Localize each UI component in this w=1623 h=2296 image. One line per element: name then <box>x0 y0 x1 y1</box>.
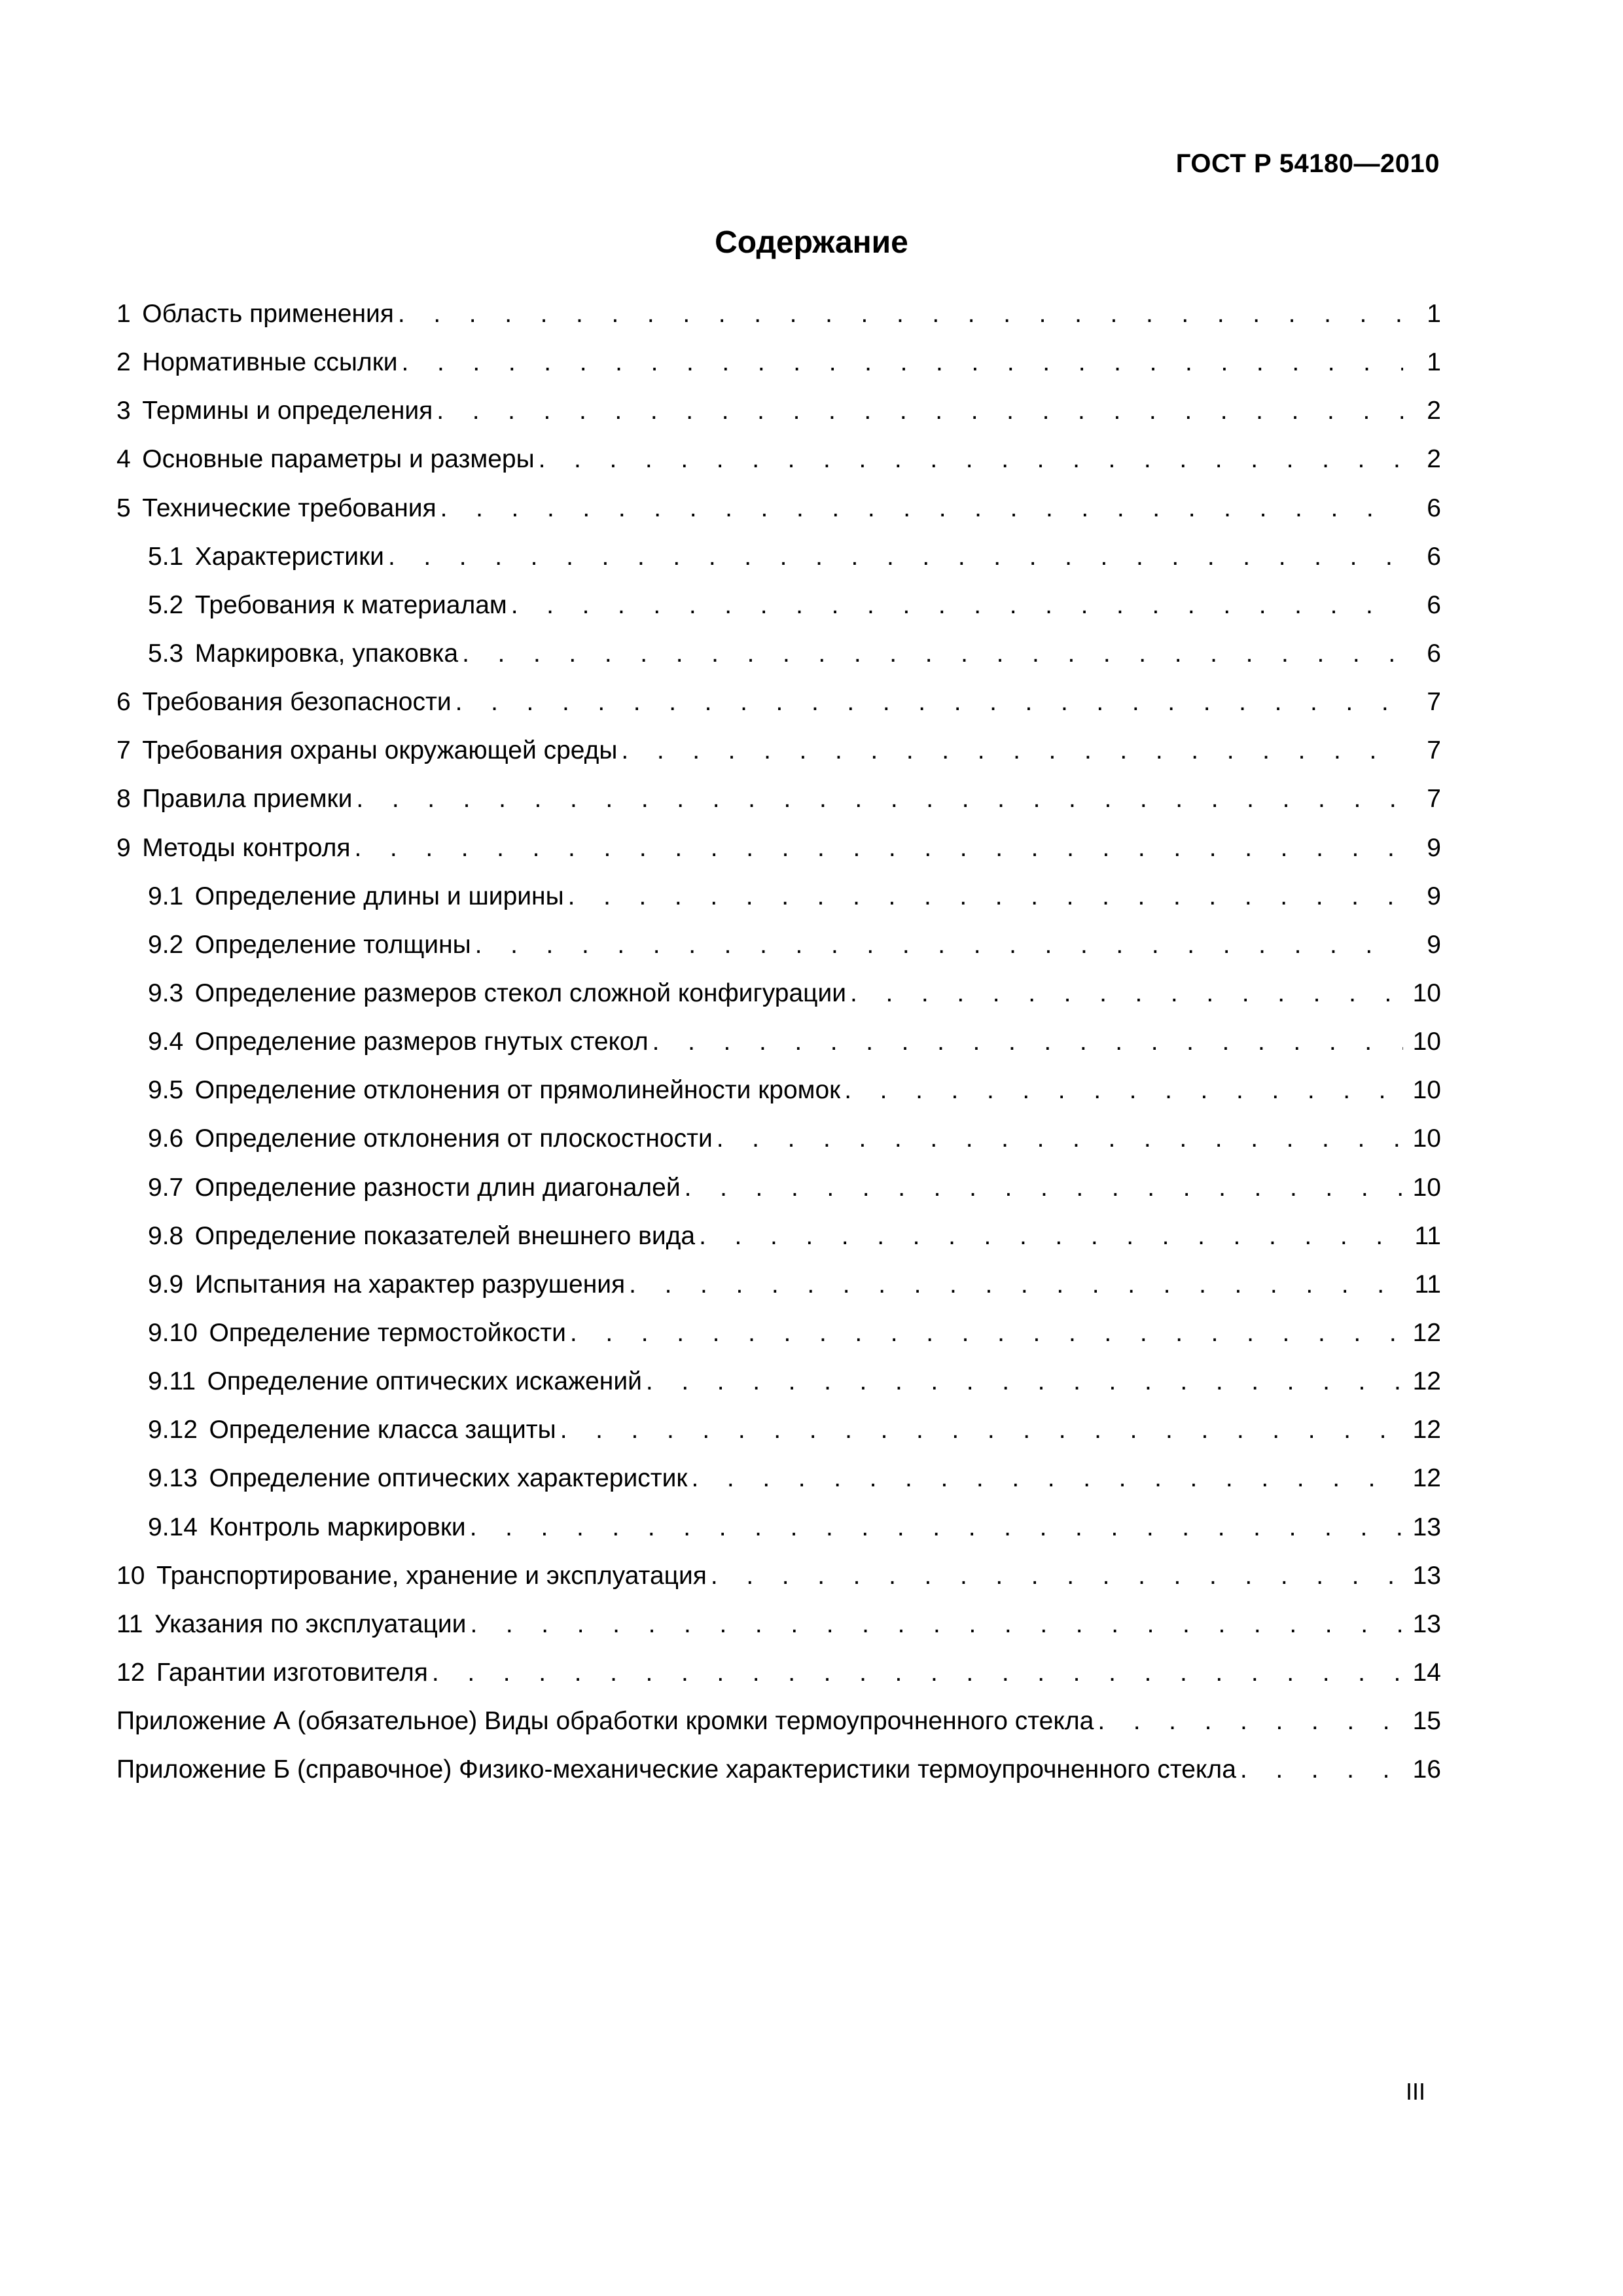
toc-entry-number: 1 <box>116 300 131 328</box>
toc-entry-label: Определение показателей внешнего вида <box>194 1221 696 1250</box>
toc-dot-leader <box>455 678 1403 726</box>
toc-dot-leader <box>440 484 1403 533</box>
toc-entry-page: 9 <box>1427 930 1441 959</box>
toc-entry-page: 7 <box>1427 785 1441 814</box>
toc-entry-number: 5.2 <box>148 590 184 619</box>
toc-entry[interactable] <box>116 726 1441 775</box>
toc-entry-label: Приложение Б (справочное) Физико-механические характеристики термоупрочненного стекла <box>116 1755 1236 1784</box>
toc-entry[interactable] <box>116 1649 1441 1697</box>
toc-entry[interactable] <box>116 630 1441 678</box>
toc-entry-page: 12 <box>1412 1318 1441 1347</box>
toc-entry-page: 11 <box>1414 1221 1441 1250</box>
toc-entry-number: 5.1 <box>148 542 184 571</box>
toc-dot-leader <box>354 824 1403 872</box>
toc-entry-number: 5.3 <box>148 639 184 668</box>
toc-entry[interactable] <box>116 435 1441 484</box>
toc-entry[interactable] <box>116 1212 1441 1261</box>
toc-entry-label: Основные параметры и размеры <box>142 445 535 474</box>
toc-entry[interactable] <box>116 1309 1441 1357</box>
toc-entry-label: Технические требования <box>142 493 437 522</box>
toc-dot-leader <box>462 630 1403 678</box>
toc-dot-leader <box>402 338 1403 387</box>
toc-dot-leader <box>432 1649 1403 1697</box>
toc-dot-leader <box>539 435 1403 484</box>
toc-entry-number: 9.14 <box>148 1513 198 1541</box>
toc-appendix-entry[interactable] <box>116 1746 1441 1794</box>
toc-dot-leader <box>1097 1697 1403 1746</box>
toc-entry-page: 11 <box>1414 1270 1441 1299</box>
toc-entry-number: 2 <box>116 348 131 377</box>
toc-dot-leader <box>685 1164 1403 1212</box>
document-code: ГОСТ Р 54180—2010 <box>1175 149 1440 178</box>
toc-dot-leader <box>711 1552 1403 1600</box>
toc-entry-label: Характеристики <box>194 542 384 571</box>
toc-entry-label: Определение размеров гнутых стекол <box>194 1028 649 1056</box>
toc-entry-label: Указания по эксплуатации <box>154 1609 467 1638</box>
toc-dot-leader <box>511 581 1403 630</box>
toc-appendix-entry[interactable] <box>116 1697 1441 1746</box>
toc-entry-page: 6 <box>1427 639 1441 668</box>
toc-entry[interactable] <box>116 1066 1441 1115</box>
toc-entry[interactable] <box>116 1018 1441 1066</box>
toc-dot-leader <box>1240 1746 1403 1794</box>
toc-entry-number: 9.4 <box>148 1028 184 1056</box>
toc-dot-leader <box>437 387 1403 435</box>
page-title: Содержание <box>715 225 908 260</box>
toc-entry-page: 12 <box>1412 1416 1441 1444</box>
toc-entry-number: 9.3 <box>148 978 184 1007</box>
toc-entry-page: 2 <box>1427 397 1441 425</box>
toc-dot-leader <box>356 775 1403 823</box>
toc-entry-number: 9.6 <box>148 1124 184 1153</box>
toc-entry[interactable] <box>116 1600 1441 1649</box>
toc-entry-label: Контроль маркировки <box>209 1513 466 1541</box>
toc-entry[interactable] <box>116 1406 1441 1454</box>
toc-dot-leader <box>844 1066 1403 1115</box>
table-of-contents <box>116 290 1441 1794</box>
toc-entry-number: 9.7 <box>148 1173 184 1202</box>
toc-entry-label: Нормативные ссылки <box>142 348 398 377</box>
toc-dot-leader <box>717 1115 1403 1163</box>
toc-entry-number: 9.5 <box>148 1076 184 1105</box>
toc-dot-leader <box>699 1212 1403 1261</box>
toc-entry-page: 10 <box>1412 978 1441 1007</box>
toc-entry-number: 9.12 <box>148 1416 198 1444</box>
toc-entry-page: 1 <box>1427 348 1441 377</box>
toc-entry[interactable] <box>116 581 1441 630</box>
toc-entry-page: 9 <box>1427 882 1441 910</box>
toc-entry-page: 16 <box>1412 1755 1441 1784</box>
toc-dot-leader <box>470 1503 1403 1552</box>
toc-entry-page: 6 <box>1427 542 1441 571</box>
toc-entry-label: Требования безопасности <box>142 688 452 717</box>
toc-entry-label: Определение толщины <box>194 930 471 959</box>
toc-entry[interactable] <box>116 1115 1441 1163</box>
toc-entry-page: 6 <box>1427 493 1441 522</box>
toc-entry-number: 9.13 <box>148 1464 198 1493</box>
toc-entry[interactable] <box>116 1503 1441 1552</box>
toc-entry-page: 2 <box>1427 445 1441 474</box>
toc-entry-label: Определение оптических искажений <box>207 1367 642 1396</box>
toc-entry-page: 1 <box>1427 300 1441 328</box>
toc-entry-number: 5 <box>116 493 131 522</box>
toc-entry-number: 10 <box>116 1561 145 1590</box>
toc-entry-number: 9.2 <box>148 930 184 959</box>
toc-entry[interactable] <box>116 678 1441 726</box>
toc-entry[interactable] <box>116 1261 1441 1309</box>
toc-entry-label: Область применения <box>142 300 394 328</box>
toc-entry-number: 12 <box>116 1658 145 1687</box>
toc-entry[interactable] <box>116 533 1441 581</box>
toc-entry[interactable] <box>116 1552 1441 1600</box>
toc-entry[interactable] <box>116 969 1441 1018</box>
toc-entry-page: 10 <box>1412 1028 1441 1056</box>
toc-entry-page: 13 <box>1412 1513 1441 1541</box>
toc-dot-leader <box>568 872 1403 921</box>
toc-entry-label: Определение оптических характеристик <box>209 1464 688 1493</box>
toc-entry-number: 9.9 <box>148 1270 184 1299</box>
toc-entry[interactable] <box>116 338 1441 387</box>
toc-dot-leader <box>621 726 1403 775</box>
toc-entry-label: Термины и определения <box>142 397 433 425</box>
toc-entry-number: 9.11 <box>148 1367 196 1396</box>
toc-entry[interactable] <box>116 1454 1441 1503</box>
toc-entry-label: Определение отклонения от плоскостности <box>194 1124 713 1153</box>
toc-dot-leader <box>388 533 1403 581</box>
toc-entry[interactable] <box>116 1164 1441 1212</box>
toc-entry-label: Требования охраны окружающей среды <box>142 736 618 765</box>
toc-entry-number: 7 <box>116 736 131 765</box>
toc-entry-page: 15 <box>1412 1707 1441 1736</box>
toc-dot-leader <box>652 1018 1403 1066</box>
toc-entry-page: 7 <box>1427 736 1441 765</box>
toc-entry-number: 4 <box>116 445 131 474</box>
toc-entry-label: Определение размеров стекол сложной конфигурации <box>194 978 847 1007</box>
toc-entry-label: Правила приемки <box>142 785 353 814</box>
toc-entry-page: 12 <box>1412 1464 1441 1493</box>
toc-entry-label: Испытания на характер разрушения <box>194 1270 626 1299</box>
toc-entry-number: 9.8 <box>148 1221 184 1250</box>
toc-entry-label: Определение класса защиты <box>209 1416 556 1444</box>
toc-dot-leader <box>850 969 1403 1018</box>
toc-entry[interactable] <box>116 1357 1441 1406</box>
toc-entry-number: 3 <box>116 397 131 425</box>
toc-dot-leader <box>691 1454 1403 1503</box>
toc-entry-label: Маркировка, упаковка <box>194 639 459 668</box>
toc-entry[interactable] <box>116 921 1441 969</box>
toc-entry-label: Гарантии изготовителя <box>156 1658 428 1687</box>
toc-entry-page: 10 <box>1412 1173 1441 1202</box>
toc-entry-number: 9.1 <box>148 882 184 910</box>
toc-entry-page: 13 <box>1412 1561 1441 1590</box>
toc-entry-number: 11 <box>116 1609 143 1638</box>
toc-entry-page: 6 <box>1427 590 1441 619</box>
toc-entry-label: Определение длины и ширины <box>194 882 564 910</box>
toc-entry-page: 12 <box>1412 1367 1441 1396</box>
toc-dot-leader <box>475 921 1403 969</box>
toc-entry-label: Определение отклонения от прямолинейности кромок <box>194 1076 841 1105</box>
toc-entry-label: Определение термостойкости <box>209 1318 566 1347</box>
toc-entry[interactable] <box>116 387 1441 435</box>
toc-entry-number: 8 <box>116 785 131 814</box>
toc-entry[interactable] <box>116 775 1441 823</box>
toc-entry-label: Транспортирование, хранение и эксплуатация <box>156 1561 707 1590</box>
toc-dot-leader <box>570 1309 1403 1357</box>
toc-dot-leader <box>398 290 1403 338</box>
toc-entry-label: Методы контроля <box>142 833 351 862</box>
toc-entry-number: 6 <box>116 688 131 717</box>
toc-dot-leader <box>629 1261 1403 1309</box>
toc-dot-leader <box>646 1357 1403 1406</box>
toc-entry-page: 10 <box>1412 1124 1441 1153</box>
toc-entry[interactable] <box>116 290 1441 338</box>
toc-entry[interactable] <box>116 824 1441 872</box>
toc-dot-leader <box>470 1600 1403 1649</box>
toc-entry-page: 10 <box>1412 1076 1441 1105</box>
toc-entry-number: 9.10 <box>148 1318 198 1347</box>
page-number: III <box>1405 2078 1425 2105</box>
toc-entry-page: 7 <box>1427 688 1441 717</box>
toc-dot-leader <box>560 1406 1403 1454</box>
toc-entry-page: 9 <box>1427 833 1441 862</box>
toc-entry[interactable] <box>116 484 1441 533</box>
toc-entry[interactable] <box>116 872 1441 921</box>
toc-entry-label: Приложение А (обязательное) Виды обработки кромки термоупрочненного стекла <box>116 1707 1094 1736</box>
toc-entry-page: 13 <box>1412 1609 1441 1638</box>
toc-entry-page: 14 <box>1412 1658 1441 1687</box>
toc-entry-number: 9 <box>116 833 131 862</box>
toc-entry-label: Требования к материалам <box>194 590 507 619</box>
toc-entry-label: Определение разности длин диагоналей <box>194 1173 681 1202</box>
